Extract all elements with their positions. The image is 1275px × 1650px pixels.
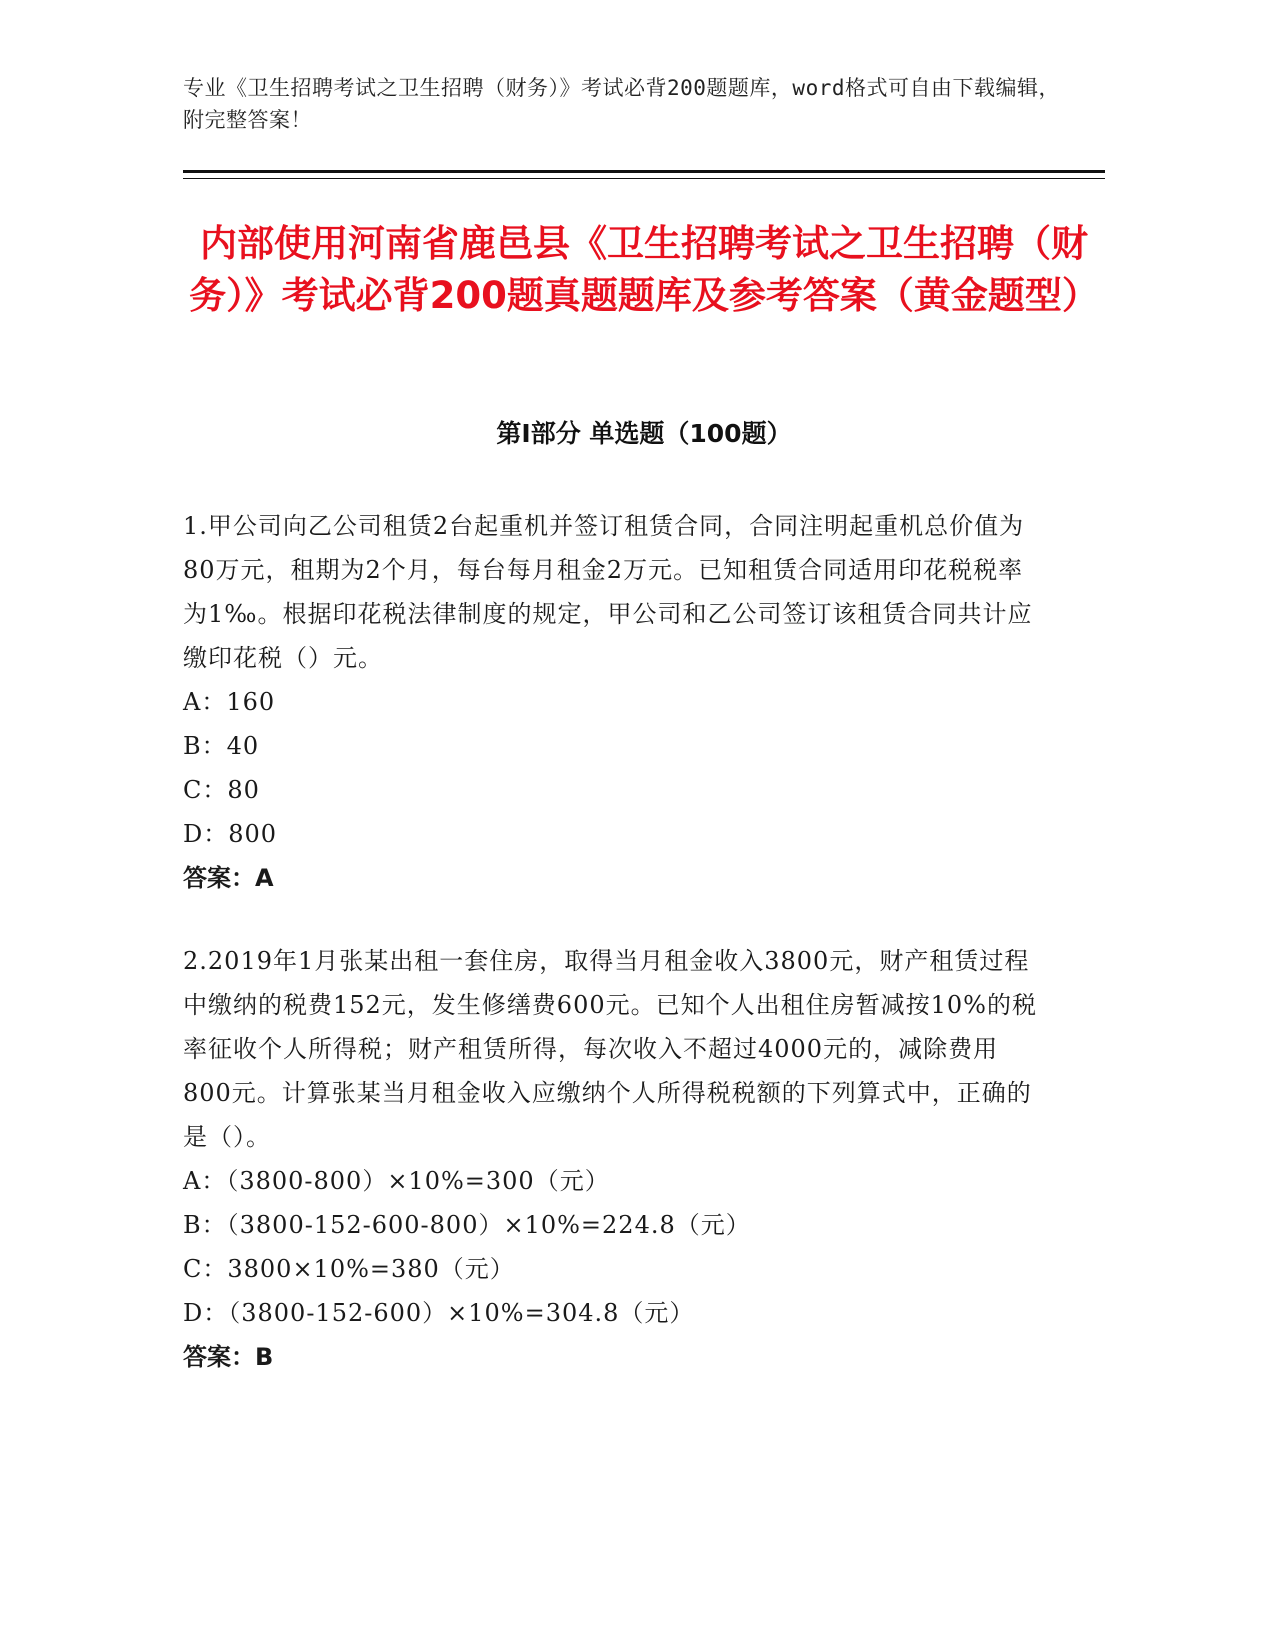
option-a: A：160: [183, 688, 276, 716]
option-a: A：（3800-800）×10%=300（元）: [183, 1167, 610, 1195]
question-stem: 2.2019年1月张某出租一套住房，取得当月租金收入3800元，财产租赁过程中缴纳的税费152元，发生修缮费600元。已知个人出租住房暂减按10%的税率征收个人所得税；财产租赁所得，每次收入不超过4000元的，减除费用800元。计算张某当月租金收入应缴纳个人所得税税额的下列算式中，正确的是（）。: [183, 947, 1037, 1151]
answer-line: 答案：B: [183, 1343, 274, 1371]
header-divider-thin: [183, 178, 1105, 179]
header-divider-thick: [183, 170, 1105, 173]
option-d: D：800: [183, 820, 278, 848]
question-1: [183, 504, 1043, 900]
question-2: [183, 939, 1043, 1379]
option-b: B：40: [183, 732, 260, 760]
option-c: C：80: [183, 776, 260, 804]
option-b: B：（3800-152-600-800）×10%=224.8（元）: [183, 1211, 751, 1239]
answer-line: 答案：A: [183, 864, 274, 892]
option-c: C：3800×10%=380（元）: [183, 1255, 515, 1283]
header-note: 专业《卫生招聘考试之卫生招聘（财务）》考试必背200题题库，word格式可自由下载编辑，附完整答案！: [183, 76, 1060, 132]
document-title: 内部使用河南省鹿邑县《卫生招聘考试之卫生招聘（财务）》考试必背200题真题题库及参考答案（黄金题型）: [189, 222, 1099, 317]
question-stem: 1.甲公司向乙公司租赁2台起重机并签订租赁合同，合同注明起重机总价值为80万元，租期为2个月，每台每月租金2万元。已知租赁合同适用印花税税率为1‰。根据印花税法律制度的规定，甲公司和乙公司签订该租赁合同共计应缴印花税（）元。: [183, 512, 1033, 672]
section-title: 第Ⅰ部分 单选题（100题）: [496, 419, 792, 448]
option-d: D：（3800-152-600）×10%=304.8（元）: [183, 1299, 695, 1327]
